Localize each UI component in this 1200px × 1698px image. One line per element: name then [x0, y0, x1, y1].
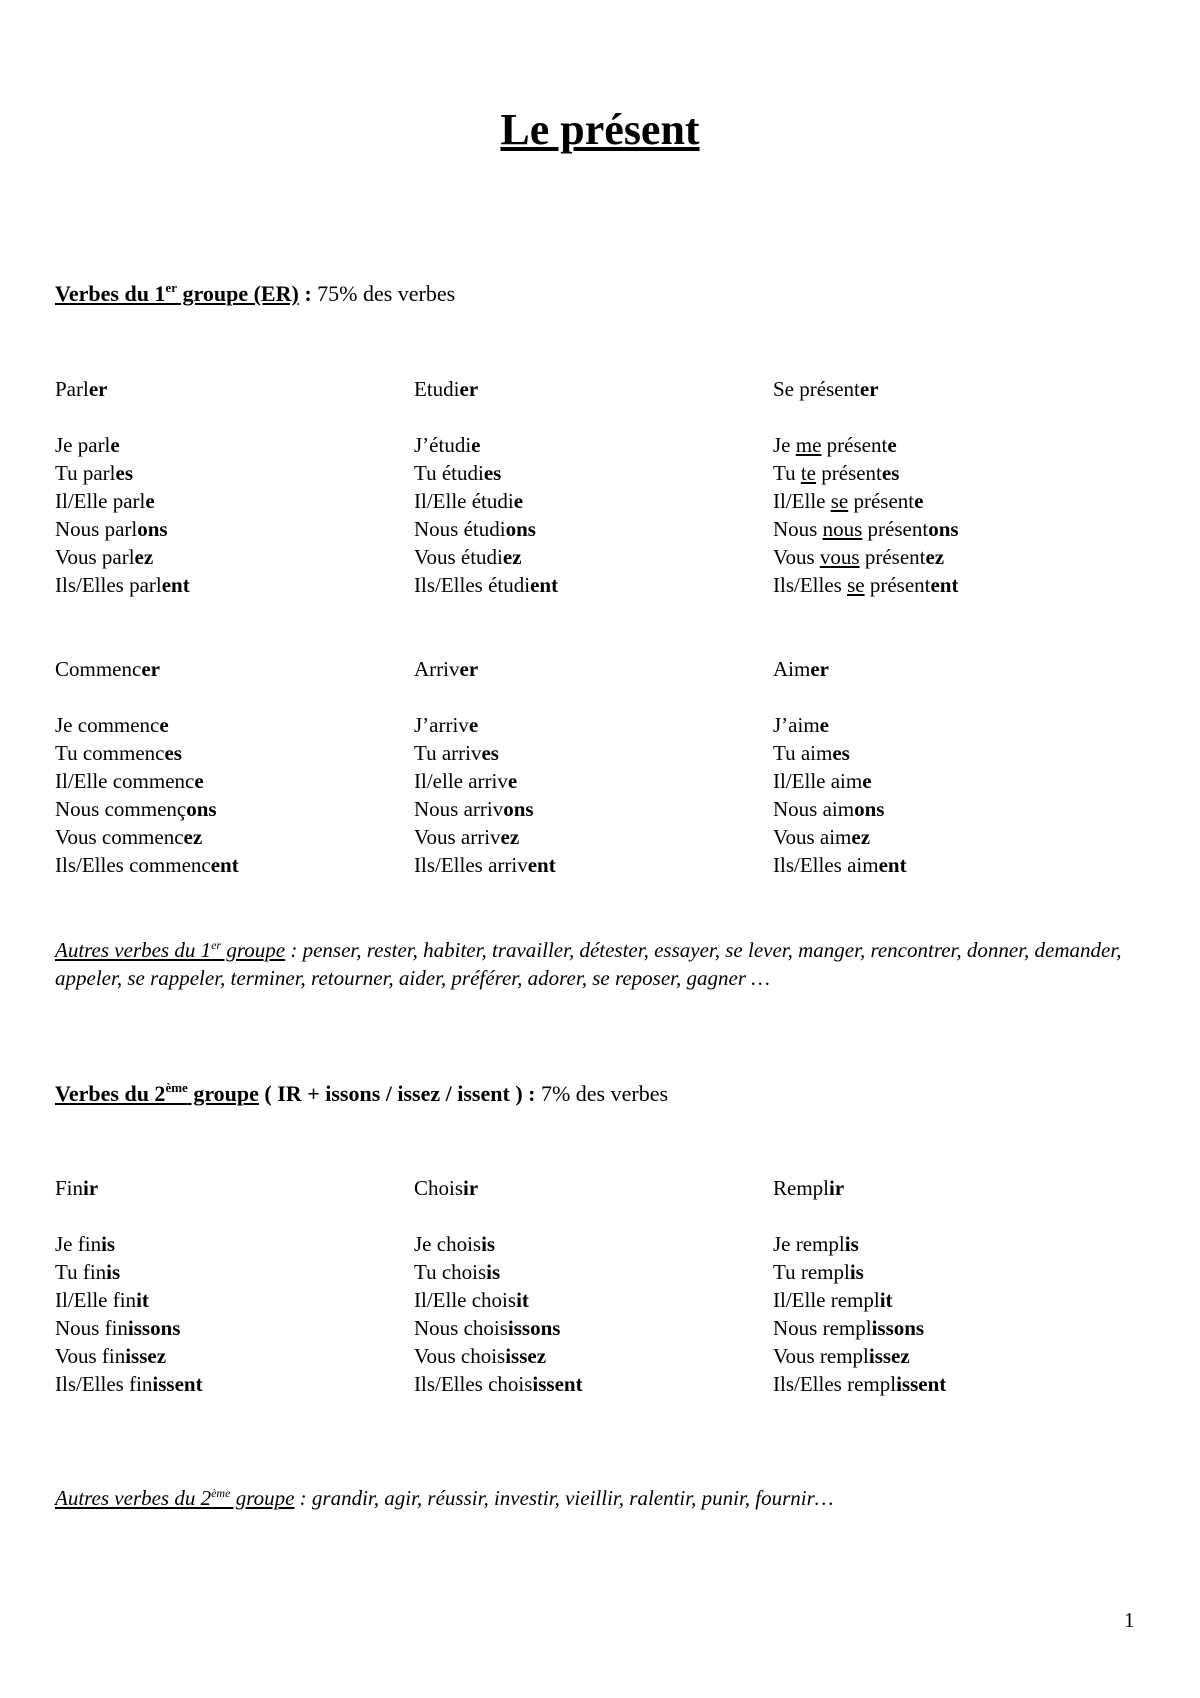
conjugation-ending: e [194, 769, 204, 793]
conjugation-stem: Ils/Elles étudi [414, 573, 531, 597]
conjugation-ending: e [887, 433, 897, 457]
conjugation-ending: ons [854, 797, 885, 821]
conjugation-line [55, 1342, 395, 1370]
reflexive-pronoun: vous [819, 545, 860, 569]
conjugation-line [773, 487, 1113, 515]
group1-heading-pre: Verbes du 1 [55, 281, 166, 306]
conjugation-ending: es [164, 741, 182, 765]
conjugation-line [773, 515, 1113, 543]
conjugation-stem: Nous fin [55, 1316, 128, 1340]
conjugation-stem-rest: présent [816, 461, 882, 485]
group2-other-verbs [55, 1484, 1155, 1512]
conjugation-ending: is [844, 1232, 859, 1256]
spacer [773, 683, 1113, 711]
conjugation-ending: e [819, 713, 829, 737]
verb-ending: ir [829, 1176, 845, 1200]
verb-infinitive [55, 655, 395, 683]
verb-stem: Fin [55, 1176, 84, 1200]
conjugation-line [773, 1314, 1113, 1342]
conjugation-stem: Nous aim [773, 797, 855, 821]
conjugation-stem: Vous fin [55, 1344, 126, 1368]
conjugation-stem: Il/Elle étudi [414, 489, 514, 513]
conjugation-stem: Tu fin [55, 1260, 107, 1284]
conjugation-ending: ent [161, 573, 190, 597]
spacer [55, 683, 395, 711]
conjugation-ending: ez [851, 825, 871, 849]
verb-infinitive [773, 1174, 1113, 1202]
conjugation-line [414, 795, 754, 823]
spacer [414, 1202, 754, 1230]
conjugation-stem: Vous rempl [773, 1344, 869, 1368]
conjugation-line [55, 851, 395, 879]
conjugation-line [55, 1230, 395, 1258]
conjugation-stem: Il/Elle rempl [773, 1288, 880, 1312]
group1-other-verbs [55, 936, 1155, 992]
conjugation-line [773, 1370, 1113, 1398]
reflexive-pronoun: se [847, 573, 865, 597]
conjugation-line [773, 543, 1113, 571]
conjugation-line [773, 795, 1113, 823]
conjugation-line [55, 515, 395, 543]
conjugation-line [773, 767, 1113, 795]
conjugation-line [414, 571, 754, 599]
verb-block-se-presenter [773, 375, 1113, 599]
conjugation-ending: it [879, 1288, 893, 1312]
group2-others-post: groupe [230, 1486, 295, 1510]
conjugation-stem: Vous chois [414, 1344, 506, 1368]
conjugation-ending: e [507, 769, 518, 793]
reflexive-pronoun: nous [822, 517, 863, 541]
conjugation-ending: e [914, 489, 924, 513]
conjugation-ending: issez [868, 1344, 910, 1368]
verb-ending: er [459, 377, 479, 401]
conjugation-ending: it [516, 1288, 529, 1312]
conjugation-line [773, 823, 1113, 851]
conjugation-stem: Tu [773, 461, 801, 485]
conjugation-ending: issent [896, 1372, 947, 1396]
spacer [414, 683, 754, 711]
conjugation-line [773, 459, 1113, 487]
verb-stem: Aim [773, 657, 811, 681]
conjugation-line [414, 1370, 754, 1398]
conjugation-line [773, 739, 1113, 767]
verb-infinitive [55, 375, 395, 403]
conjugation-stem: Ils/Elles arriv [414, 853, 528, 877]
conjugation-line [773, 1258, 1113, 1286]
conjugation-stem: Je commenc [55, 713, 160, 737]
conjugation-stem: Je chois [414, 1232, 482, 1256]
conjugation-line [55, 711, 395, 739]
reflexive-pronoun: te [800, 461, 816, 485]
verb-block-etudier [414, 375, 754, 599]
conjugation-ending: ez [500, 825, 520, 849]
conjugation-ending: e [159, 713, 169, 737]
verb-ending: er [141, 657, 160, 681]
spacer [773, 403, 1113, 431]
conjugation-ending: is [106, 1260, 121, 1284]
verb-stem: Arriv [414, 657, 460, 681]
verb-ending: er [88, 377, 108, 401]
conjugation-ending: is [101, 1232, 116, 1256]
conjugation-ending: ez [925, 545, 945, 569]
conjugation-ending: it [136, 1288, 149, 1312]
conjugation-line [773, 851, 1113, 879]
group2-heading [55, 1080, 669, 1106]
conjugation-stem: Ils/Elles chois [414, 1372, 533, 1396]
conjugation-stem-rest: présent [848, 489, 915, 513]
conjugation-stem: Je fin [55, 1232, 102, 1256]
conjugation-stem: Vous parl [55, 545, 135, 569]
group2-heading-note: 7% des verbes [540, 1081, 669, 1106]
verb-infinitive [773, 375, 1113, 403]
conjugation-ending: es [481, 741, 499, 765]
conjugation-ending: ez [134, 545, 154, 569]
verb-ending: er [459, 657, 479, 681]
conjugation-stem: Nous arriv [414, 797, 504, 821]
conjugation-line [414, 767, 754, 795]
group2-heading-endings: ( IR + issons / issez / issent ) : [258, 1081, 541, 1106]
group2-heading-title [55, 1081, 259, 1106]
reflexive-pronoun: me [795, 433, 822, 457]
conjugation-stem: Tu étudi [414, 461, 484, 485]
conjugation-stem: Il/Elle fin [55, 1288, 137, 1312]
conjugation-stem: Nous chois [414, 1316, 508, 1340]
conjugation-line [414, 487, 754, 515]
conjugation-ending: e [468, 713, 479, 737]
conjugation-stem: Ils/Elles aim [773, 853, 879, 877]
conjugation-stem: Vous commenc [55, 825, 184, 849]
group2-heading-pre: Verbes du 2 [55, 1081, 166, 1106]
conjugation-ending: issez [505, 1344, 547, 1368]
conjugation-line [55, 459, 395, 487]
conjugation-stem: Vous aim [773, 825, 852, 849]
conjugation-stem: Je rempl [773, 1232, 845, 1256]
conjugation-ending: e [145, 489, 155, 513]
conjugation-ending: is [481, 1232, 496, 1256]
conjugation-stem: Nous parl [55, 517, 138, 541]
conjugation-line [414, 543, 754, 571]
group1-heading-sup: er [165, 280, 177, 295]
conjugation-line [55, 1286, 395, 1314]
spacer [55, 1202, 395, 1230]
verb-block-parler [55, 375, 395, 599]
conjugation-ending: issent [532, 1372, 583, 1396]
group2-heading-post: groupe [187, 1081, 259, 1106]
verb-ending: ir [83, 1176, 99, 1200]
conjugation-ending: es [483, 461, 502, 485]
conjugation-ending: issez [125, 1344, 167, 1368]
conjugation-line [414, 739, 754, 767]
verb-infinitive [414, 1174, 754, 1202]
conjugation-ending: e [471, 433, 481, 457]
conjugation-ending: ons [503, 797, 534, 821]
conjugation-stem: Tu aim [773, 741, 833, 765]
conjugation-stem: Il/Elle commenc [55, 769, 195, 793]
group1-others-sup: er [211, 938, 222, 952]
verb-infinitive [414, 375, 754, 403]
verb-block-arriver [414, 655, 754, 879]
verb-stem: Commenc [55, 657, 142, 681]
conjugation-line [773, 1230, 1113, 1258]
conjugation-ending: is [486, 1260, 501, 1284]
verb-block-finir [55, 1174, 395, 1398]
conjugation-stem: Ils/Elles fin [55, 1372, 153, 1396]
conjugation-stem: Ils/Elles [773, 573, 848, 597]
conjugation-line [55, 1258, 395, 1286]
group1-others-post: groupe [221, 938, 286, 962]
conjugation-line [414, 1230, 754, 1258]
spacer [414, 403, 754, 431]
verb-infinitive [55, 1174, 395, 1202]
group1-heading-colon: : [298, 281, 318, 306]
conjugation-stem: Nous [773, 517, 823, 541]
conjugation-stem: Je parl [55, 433, 111, 457]
conjugation-stem: Il/elle arriv [414, 769, 508, 793]
conjugation-stem: Tu rempl [773, 1260, 850, 1284]
conjugation-line [55, 571, 395, 599]
conjugation-stem: Nous commenç [55, 797, 187, 821]
group1-heading [55, 280, 456, 306]
group2-others-sup: ème [211, 1486, 231, 1500]
page-title: Le présent [500, 105, 700, 154]
conjugation-stem: J’aim [773, 713, 820, 737]
conjugation-stem: J’arriv [414, 713, 469, 737]
conjugation-stem: Ils/Elles parl [55, 573, 162, 597]
conjugation-line [55, 795, 395, 823]
conjugation-stem: Vous [773, 545, 820, 569]
group1-heading-note: 75% des verbes [317, 281, 456, 306]
conjugation-stem: Je [773, 433, 796, 457]
conjugation-stem-rest: présent [864, 573, 931, 597]
conjugation-ending: ons [505, 517, 536, 541]
conjugation-line [773, 1286, 1113, 1314]
conjugation-ending: issent [152, 1372, 203, 1396]
conjugation-line [414, 823, 754, 851]
conjugation-ending: ez [183, 825, 203, 849]
conjugation-ending: ent [530, 573, 559, 597]
conjugation-line [773, 711, 1113, 739]
spacer [55, 403, 395, 431]
conjugation-line [414, 431, 754, 459]
conjugation-ending: ent [210, 853, 239, 877]
conjugation-ending: issons [127, 1316, 181, 1340]
conjugation-stem: Vous arriv [414, 825, 501, 849]
group2-heading-sup: ème [165, 1080, 188, 1095]
conjugation-ending: es [832, 741, 850, 765]
conjugation-line [414, 1258, 754, 1286]
conjugation-ending: ent [878, 853, 907, 877]
conjugation-stem: Ils/Elles rempl [773, 1372, 897, 1396]
verb-ending: ir [463, 1176, 479, 1200]
conjugation-stem: Tu chois [414, 1260, 487, 1284]
conjugation-stem-rest: présent [859, 545, 926, 569]
conjugation-stem: Nous rempl [773, 1316, 872, 1340]
verb-stem: Parl [55, 377, 89, 401]
verb-ending: er [859, 377, 879, 401]
verb-block-aimer [773, 655, 1113, 879]
conjugation-stem: Tu parl [55, 461, 116, 485]
verb-block-remplir [773, 1174, 1113, 1398]
conjugation-line [55, 431, 395, 459]
conjugation-ending: es [115, 461, 133, 485]
conjugation-line [773, 1342, 1113, 1370]
group1-heading-title [55, 281, 299, 306]
reflexive-pronoun: se [830, 489, 849, 513]
group2-others-pre: Autres verbes du 2 [55, 1486, 212, 1510]
conjugation-stem: Il/Elle chois [414, 1288, 517, 1312]
conjugation-stem-rest: présent [821, 433, 888, 457]
conjugation-stem: J’étudi [414, 433, 472, 457]
conjugation-stem: Il/Elle [773, 489, 831, 513]
conjugation-ending: ons [186, 797, 217, 821]
conjugation-ending: ons [137, 517, 168, 541]
verb-infinitive [414, 655, 754, 683]
conjugation-ending: es [881, 461, 900, 485]
conjugation-line [414, 711, 754, 739]
conjugation-ending: ons [928, 517, 959, 541]
verb-block-commencer [55, 655, 395, 879]
conjugation-stem: Nous étudi [414, 517, 506, 541]
conjugation-line [55, 543, 395, 571]
conjugation-line [414, 1286, 754, 1314]
conjugation-ending: e [862, 769, 872, 793]
verb-stem: Se présent [773, 377, 860, 401]
group1-other-verbs-list: : penser, rester, habiter, travailler, détester, essayer, se lever, manger, rencontrer, donner, demander, appeler, se rappeler, terminer, retourner, aider, préférer, adorer, se reposer, gagner … [55, 938, 1122, 990]
conjugation-stem: Il/Elle parl [55, 489, 146, 513]
verb-stem: Rempl [773, 1176, 829, 1200]
group1-heading-post: groupe (ER) [176, 281, 299, 306]
conjugation-stem-rest: présent [862, 517, 929, 541]
group1-others-pre: Autres verbes du 1 [55, 938, 212, 962]
conjugation-line [414, 459, 754, 487]
conjugation-ending: ent [930, 573, 959, 597]
conjugation-ending: e [110, 433, 120, 457]
page-number: 1 [1124, 1608, 1135, 1632]
group2-other-verbs-label [55, 1486, 294, 1510]
conjugation-line [55, 487, 395, 515]
conjugation-line [55, 767, 395, 795]
conjugation-line [414, 851, 754, 879]
conjugation-ending: issons [871, 1316, 925, 1340]
verb-stem: Etudi [414, 377, 460, 401]
conjugation-stem: Ils/Elles commenc [55, 853, 211, 877]
conjugation-ending: e [513, 489, 524, 513]
conjugation-line [773, 431, 1113, 459]
verb-block-choisir [414, 1174, 754, 1398]
group1-other-verbs-label [55, 938, 285, 962]
conjugation-stem: Vous étudi [414, 545, 503, 569]
conjugation-line [414, 1342, 754, 1370]
conjugation-line [55, 739, 395, 767]
verb-stem: Chois [414, 1176, 464, 1200]
conjugation-line [55, 1370, 395, 1398]
spacer [773, 1202, 1113, 1230]
conjugation-stem: Tu arriv [414, 741, 482, 765]
group2-other-verbs-list: : grandir, agir, réussir, investir, vieillir, ralentir, punir, fournir… [294, 1486, 834, 1510]
conjugation-ending: is [849, 1260, 864, 1284]
conjugation-line [773, 571, 1113, 599]
verb-infinitive [773, 655, 1113, 683]
conjugation-line [414, 1314, 754, 1342]
conjugation-line [414, 515, 754, 543]
conjugation-stem: Il/Elle aim [773, 769, 863, 793]
conjugation-ending: ent [527, 853, 556, 877]
conjugation-ending: issons [507, 1316, 561, 1340]
conjugation-stem: Tu commenc [55, 741, 165, 765]
conjugation-line [55, 1314, 395, 1342]
verb-ending: er [810, 657, 829, 681]
conjugation-ending: ez [502, 545, 522, 569]
conjugation-line [55, 823, 395, 851]
